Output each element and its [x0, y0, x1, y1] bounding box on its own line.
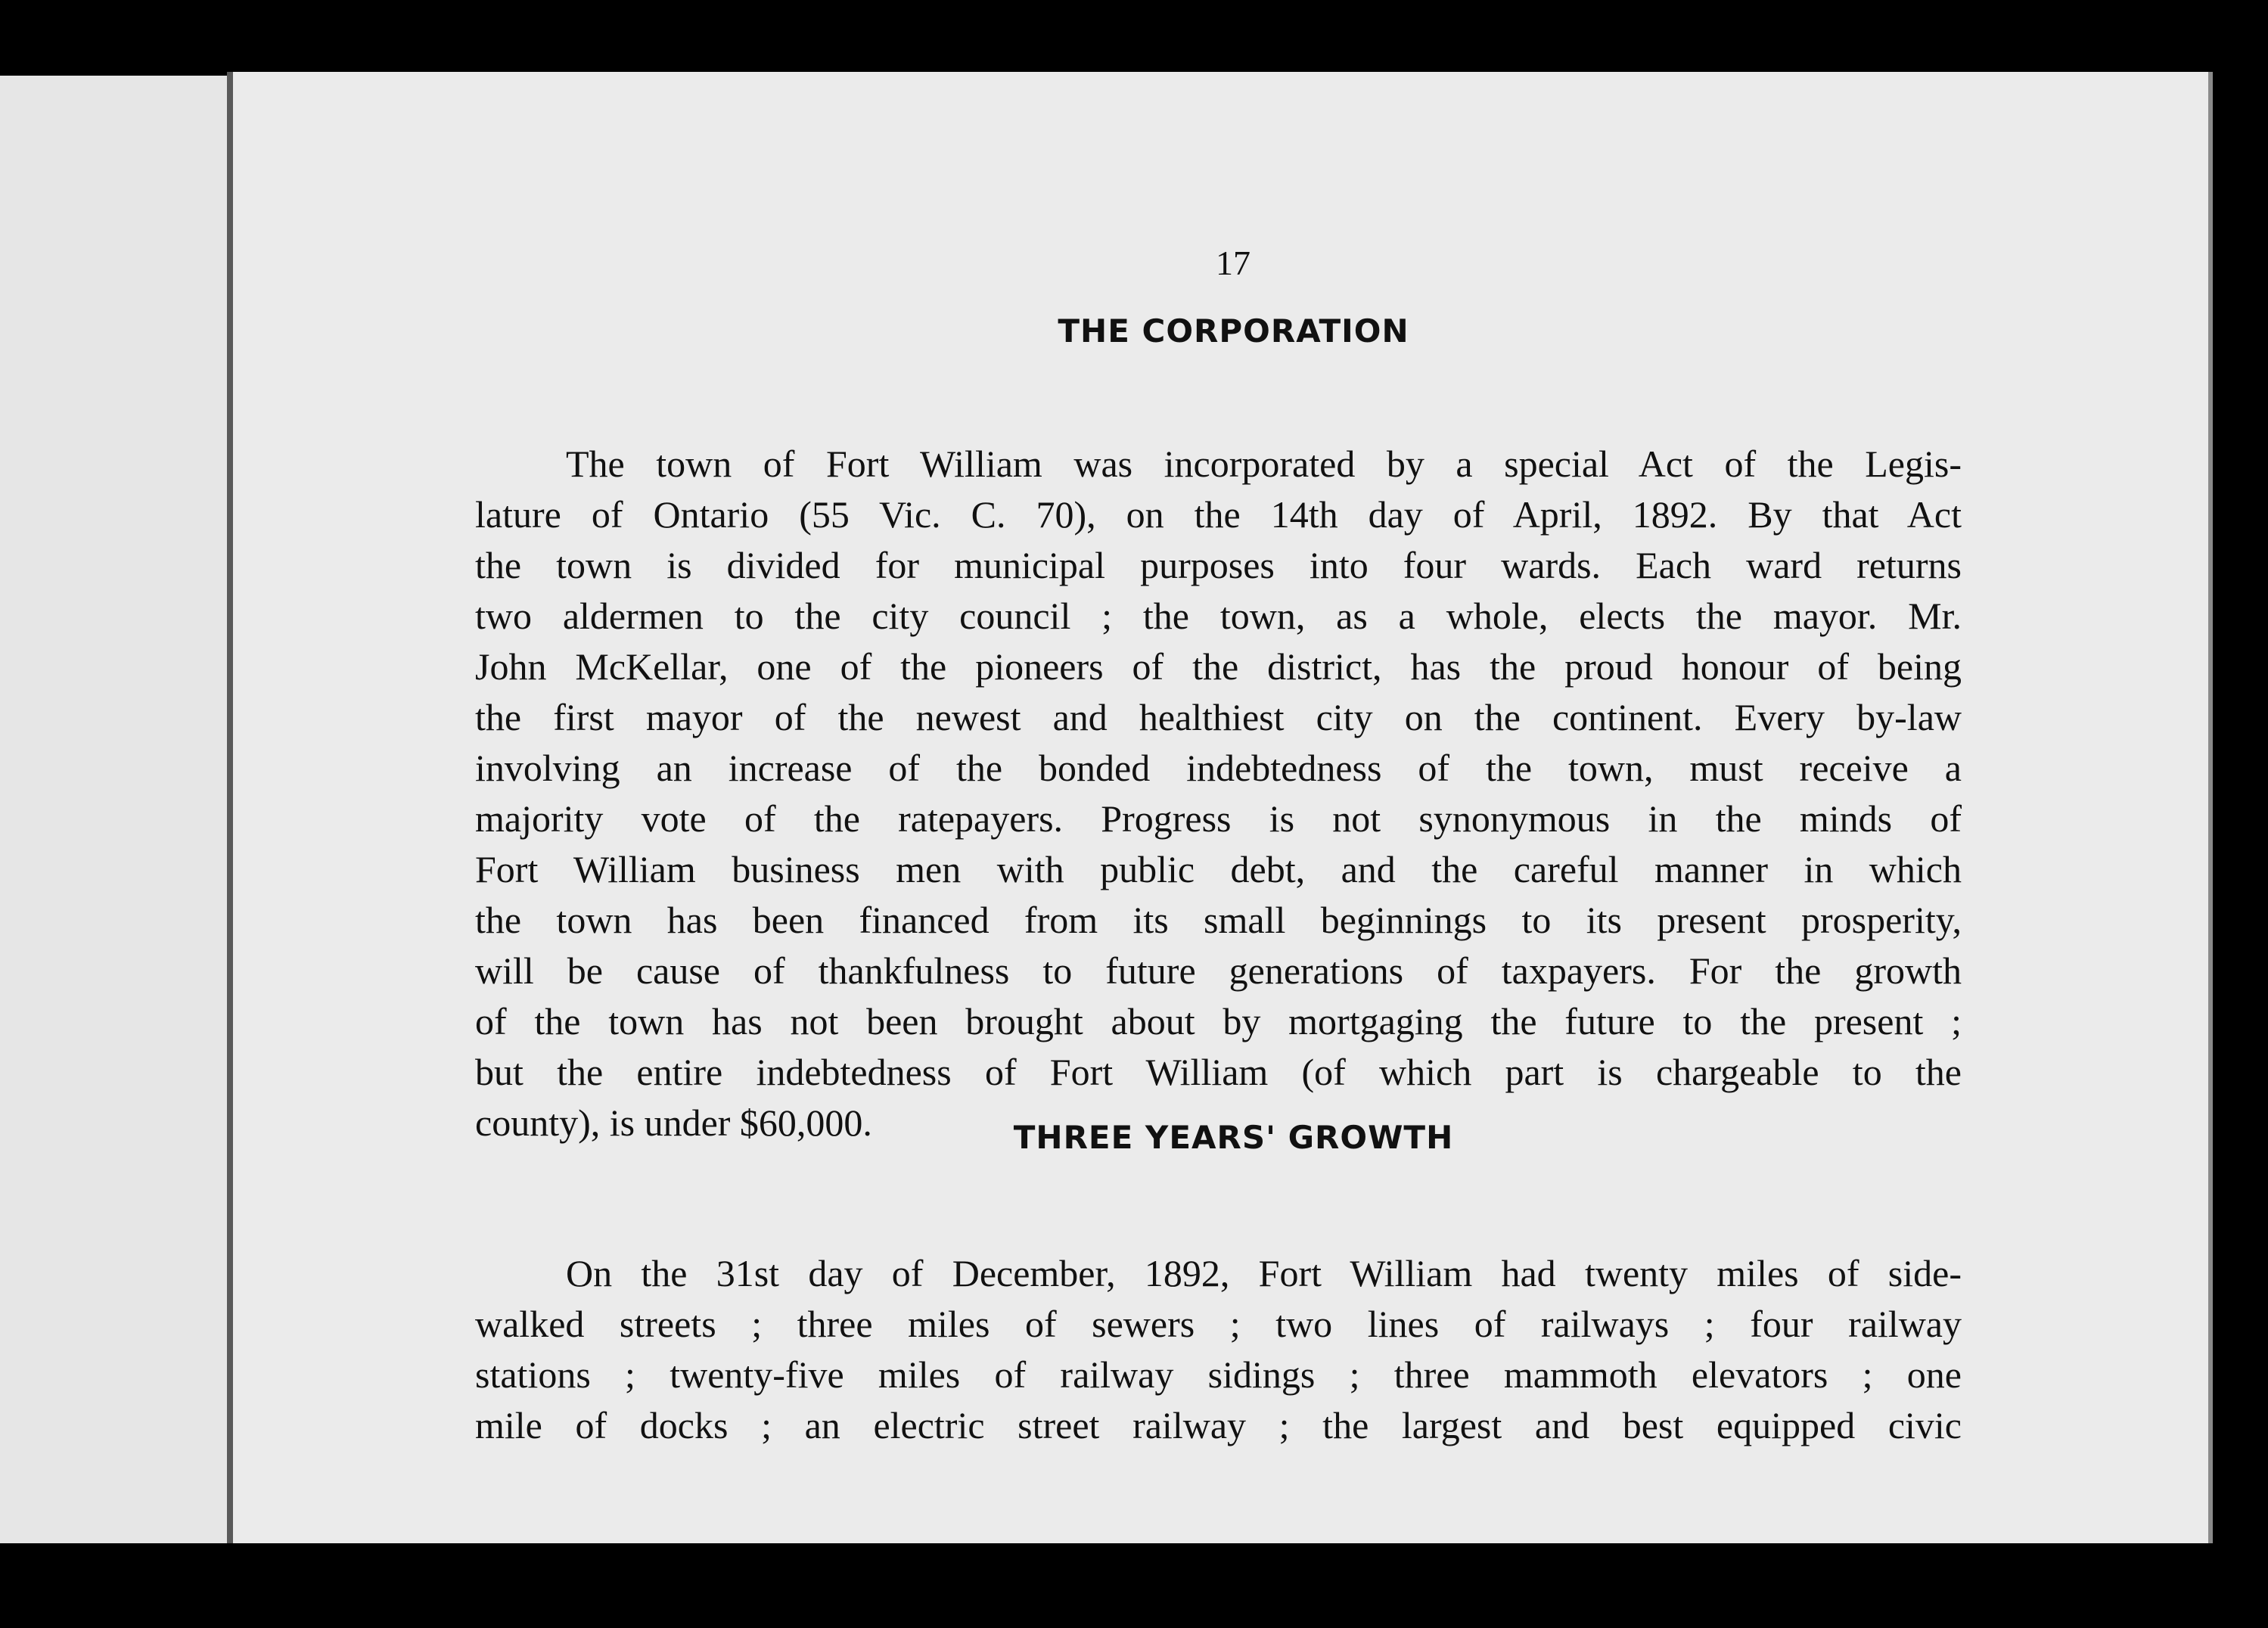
text-line: lature of Ontario (55 Vic. C. 70), on the 14th day of April, 1892. By that Act: [475, 493, 1962, 536]
text-line: majority vote of the ratepayers. Progress is not synonymous in the minds of: [475, 797, 1962, 840]
text-line: On the 31st day of December, 1892, Fort William had twenty miles of side-: [566, 1252, 1962, 1294]
corporation-paragraph: [475, 439, 1962, 1148]
text-line: the town is divided for municipal purposes into four wards. Each ward returns: [475, 544, 1962, 586]
text-line: the town has been financed from its small beginnings to its present prosperity,: [475, 899, 1962, 941]
text-line: of the town has not been brought about by mortgaging the future to the present ;: [475, 1000, 1962, 1042]
section-heading-three-years-growth: THREE YEARS' GROWTH: [1013, 1119, 1454, 1156]
text-line: mile of docks ; an electric street railway ; the largest and best equipped civic: [475, 1404, 1962, 1446]
text-line: the first mayor of the newest and healthiest city on the continent. Every by-law: [475, 696, 1962, 738]
text-line: county), is under $60,000.: [475, 1101, 872, 1144]
text-line: John McKellar, one of the pioneers of the district, has the proud honour of being: [475, 645, 1962, 688]
text-line: but the entire indebtedness of Fort William (of which part is chargeable to the: [475, 1051, 1962, 1093]
left-page-edge: [0, 76, 229, 1543]
page-number: 17: [1216, 244, 1251, 282]
text-line: involving an increase of the bonded indebtedness of the town, must receive a: [475, 747, 1962, 789]
text-line: The town of Fort William was incorporated by a special Act of the Legis-: [566, 443, 1962, 485]
text-line: walked streets ; three miles of sewers ; two lines of railways ; four railway: [475, 1303, 1962, 1345]
book-page: [227, 72, 2213, 1543]
text-line: stations ; twenty-five miles of railway sidings ; three mammoth elevators ; one: [475, 1353, 1962, 1396]
text-line: Fort William business men with public debt, and the careful manner in which: [475, 848, 1962, 890]
text-line: two aldermen to the city council ; the town, as a whole, elects the mayor. Mr.: [475, 595, 1962, 637]
section-heading-corporation: THE CORPORATION: [1058, 312, 1409, 350]
text-line: will be cause of thankfulness to future generations of taxpayers. For the growth: [475, 949, 1962, 992]
growth-paragraph: [475, 1248, 1962, 1451]
